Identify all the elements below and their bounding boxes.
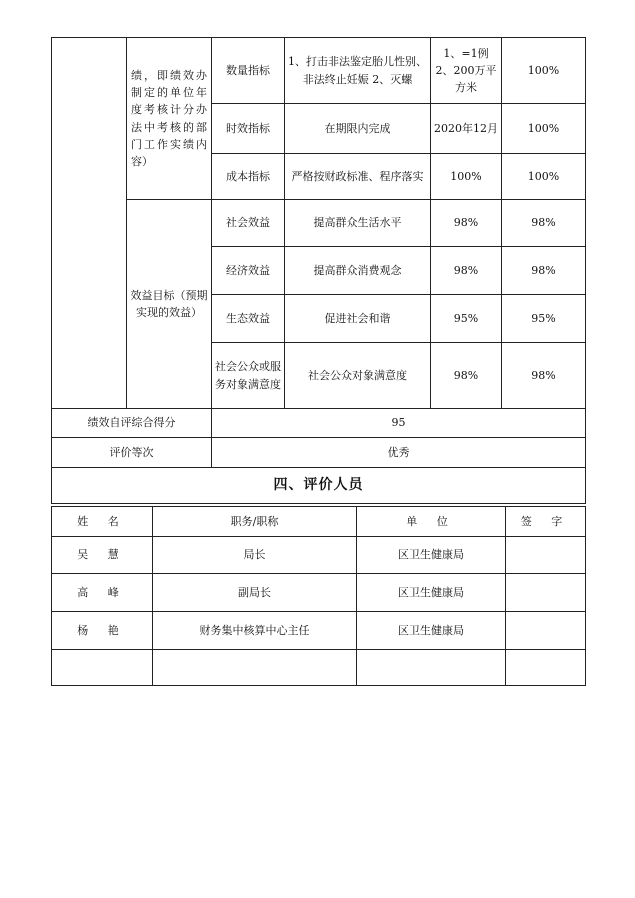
person-sign [506,574,586,612]
person-name: 高 峰 [52,574,153,612]
header-title: 职务/职称 [153,507,357,537]
grade-value: 优秀 [212,438,586,468]
table-row [52,574,586,612]
target-cell: 2020年12月 [431,104,502,154]
score-cell: 100% [502,38,586,104]
score-cell: 95% [502,295,586,343]
person-unit: 区卫生健康局 [357,612,506,650]
person-title: 副局长 [153,574,357,612]
person-name [52,650,153,686]
grade-label: 评价等次 [52,438,212,468]
indicator-cell: 数量指标 [212,38,285,104]
indicator-cell: 成本指标 [212,154,285,200]
content-cell: 严格按财政标准、程序落实 [285,154,431,200]
person-sign [506,537,586,574]
indicator-cell: 生态效益 [212,295,285,343]
blank-cell [52,38,127,409]
score-cell: 100% [502,104,586,154]
person-unit [357,650,506,686]
table-row [52,200,586,247]
evaluators-header-row [52,507,586,537]
score-cell: 98% [502,343,586,409]
indicator-cell: 经济效益 [212,247,285,295]
table-row [52,537,586,574]
evaluators-table [51,506,586,686]
person-title: 财务集中核算中心主任 [153,612,357,650]
table-row [52,612,586,650]
content-cell: 1、打击非法鉴定胎儿性别、非法终止妊娠 2、灭螺 [285,38,431,104]
section-title-row [52,468,586,504]
indicator-cell: 社会效益 [212,200,285,247]
score-cell: 100% [502,154,586,200]
performance-table [51,37,586,504]
person-sign [506,612,586,650]
score-cell: 98% [502,200,586,247]
total-score-value: 95 [212,409,586,438]
target-cell: 1、=1例 2、200万平方米 [431,38,502,104]
target-cell: 98% [431,247,502,295]
content-cell: 社会公众对象满意度 [285,343,431,409]
grade-row [52,438,586,468]
content-cell: 在期限内完成 [285,104,431,154]
indicator-cell: 时效指标 [212,104,285,154]
content-cell: 提高群众消费观念 [285,247,431,295]
person-name: 杨 艳 [52,612,153,650]
header-name: 姓 名 [52,507,153,537]
table-row [52,650,586,686]
output-target-note: 绩，即绩效办制定的单位年度考核计分办法中考核的部门工作实绩内容） [127,38,212,200]
benefit-target-label: 效益目标（预期实现的效益） [127,200,212,409]
person-title: 局长 [153,537,357,574]
target-cell: 98% [431,343,502,409]
score-cell: 98% [502,247,586,295]
total-score-label: 绩效自评综合得分 [52,409,212,438]
person-sign [506,650,586,686]
content-cell: 提高群众生活水平 [285,200,431,247]
person-name: 吴 慧 [52,537,153,574]
target-cell: 95% [431,295,502,343]
target-cell: 100% [431,154,502,200]
person-title [153,650,357,686]
target-cell: 98% [431,200,502,247]
content-cell: 促进社会和谐 [285,295,431,343]
person-unit: 区卫生健康局 [357,537,506,574]
section-title: 四、评价人员 [52,468,586,504]
person-unit: 区卫生健康局 [357,574,506,612]
total-score-row [52,409,586,438]
table-row [52,38,586,104]
header-sign: 签 字 [506,507,586,537]
header-unit: 单 位 [357,507,506,537]
indicator-cell: 社会公众或服务对象满意度 [212,343,285,409]
